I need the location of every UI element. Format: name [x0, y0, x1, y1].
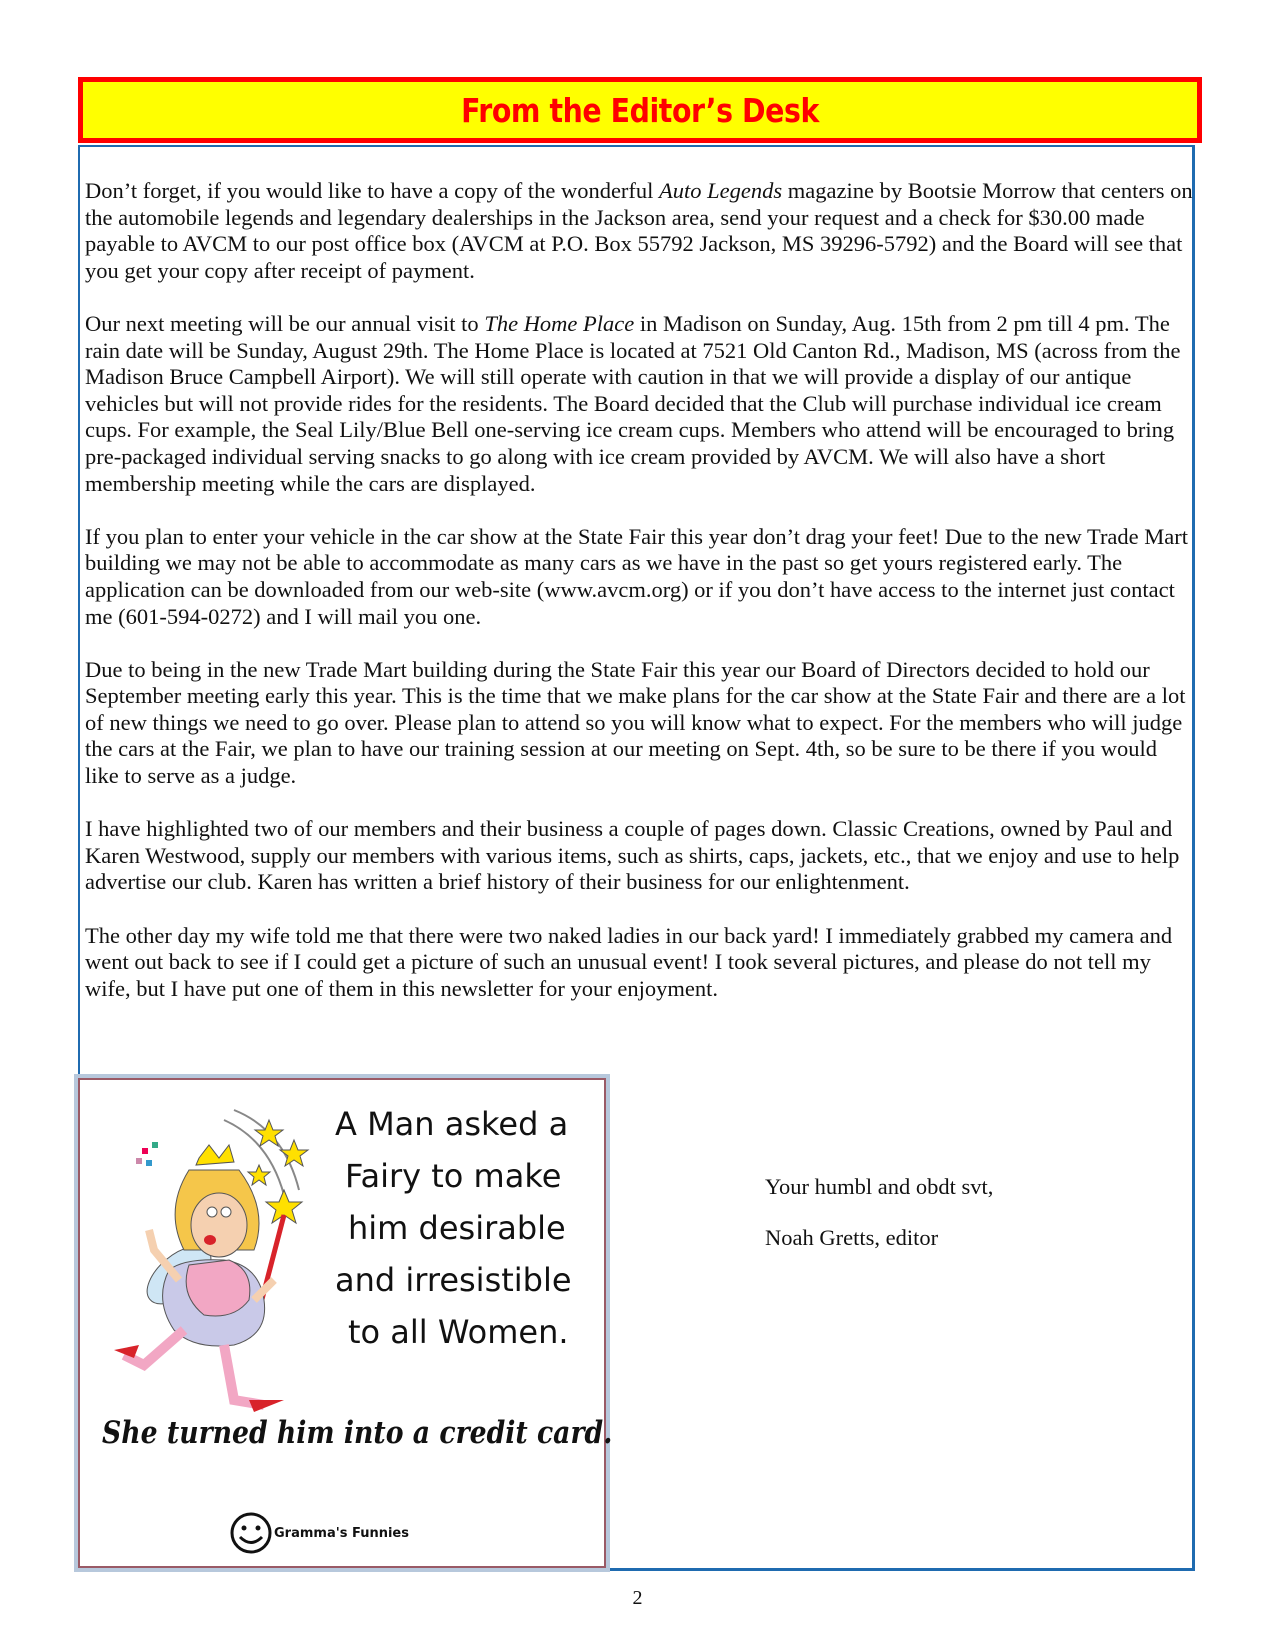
magazine-title: Auto Legends	[659, 178, 783, 203]
paragraph-classic-creations: I have highlighted two of our members and their business a couple of pages down. Classic Creations, owned by Paul and Karen Westwood, supply our members with various items, such as shirts, caps, jackets, etc., that we enjoy and use to help advertise our club. Karen has written a brief history of their business for our enlightenment.	[85, 816, 1180, 895]
article-body	[85, 178, 1195, 1029]
paragraph-next-meeting: Our next meeting will be our annual visit to The Home Place in Madison on Sunday, Aug. 15th from 2 pm till 4 pm. The rain date will be Sunday, August 29th. The Home Place is located at 7521 Old Canton Rd., Madison, MS (across from the Madison Bruce Campbell Airport). We will still operate with caution in that we will provide a display of our antique vehicles but will not provide rides for the residents. The Board decided that the Club will purchase individual ice cream cups. For example, the Seal Lily/Blue Bell one-serving ice cream cups. Members who attend will be encouraged to bring pre-packaged individual serving snacks to go along with ice cream provided by AVCM. We will also have a short membership meeting while the cars are displayed.	[85, 310, 1181, 496]
page-number: 2	[632, 1587, 643, 1609]
section-title: From the Editor’s Desk	[461, 90, 819, 130]
comic-brand-text: Gramma's Funnies	[274, 1525, 409, 1541]
comic-line-1: A Man asked a	[335, 1105, 569, 1143]
comic-line-4: and irresistible	[335, 1261, 572, 1299]
paragraph-state-fair: If you plan to enter your vehicle in the car show at the State Fair this year don’t drag your feet! Due to the new Trade Mart building we may not be able to accommodate as many cars as we have in the past so get yours registered early. The application can be downloaded from our web-site (www.avcm.org) or if you don’t have access to the internet just contact me (601-594-0272) and I will mail you one.	[85, 523, 1189, 629]
fairy-illustration-icon	[84, 1100, 324, 1430]
paragraph-september-meeting: Due to being in the new Trade Mart building during the State Fair this year our Board of Directors decided to hold our September meeting early this year. This is the time that we make plans for the car show at the State Fair and there are a lot of new things we need to go over. Please plan to attend so you will know what to expect. For the members who will judge the cars at the Fair, we plan to have our training session at our meeting on Sept. 4th, so be sure to be there if you would like to serve as a judge.	[85, 656, 1186, 789]
signature-closing: Your humbl and obdt svt,	[765, 1174, 994, 1199]
comic-brand	[230, 1512, 409, 1554]
comic-line-5: to all Women.	[348, 1313, 569, 1351]
section-header	[78, 77, 1202, 143]
comic-image	[74, 1074, 613, 1572]
signature-name: Noah Gretts, editor	[765, 1225, 939, 1250]
comic-punchline: She turned him into a credit card.	[102, 1415, 613, 1451]
venue-name: The Home Place	[484, 310, 635, 336]
paragraph-auto-legends: Don’t forget, if you would like to have a copy of the wonderful Auto Legends magazine by Bootsie Morrow that centers on the automobile legends and legendary dealerships in the Jackson area, send your request and a check for $30.00 made payable to AVCM to our post office box (AVCM at P.O. Box 55792 Jackson, MS 39296-5792) and the Board will see that you get your copy after receipt of payment.	[85, 178, 1193, 283]
comic-line-2: Fairy to make	[345, 1157, 562, 1195]
paragraph-naked-ladies: The other day my wife told me that there were two naked ladies in our back yard! I immediately grabbed my camera and went out back to see if I could get a picture of such an unusual event! I took several pictures, and please do not tell my wife, but I have put one of them in this newsletter for your enjoyment.	[85, 922, 1173, 1001]
smiley-face-icon	[230, 1512, 272, 1554]
comic-line-3: him desirable	[348, 1209, 566, 1247]
